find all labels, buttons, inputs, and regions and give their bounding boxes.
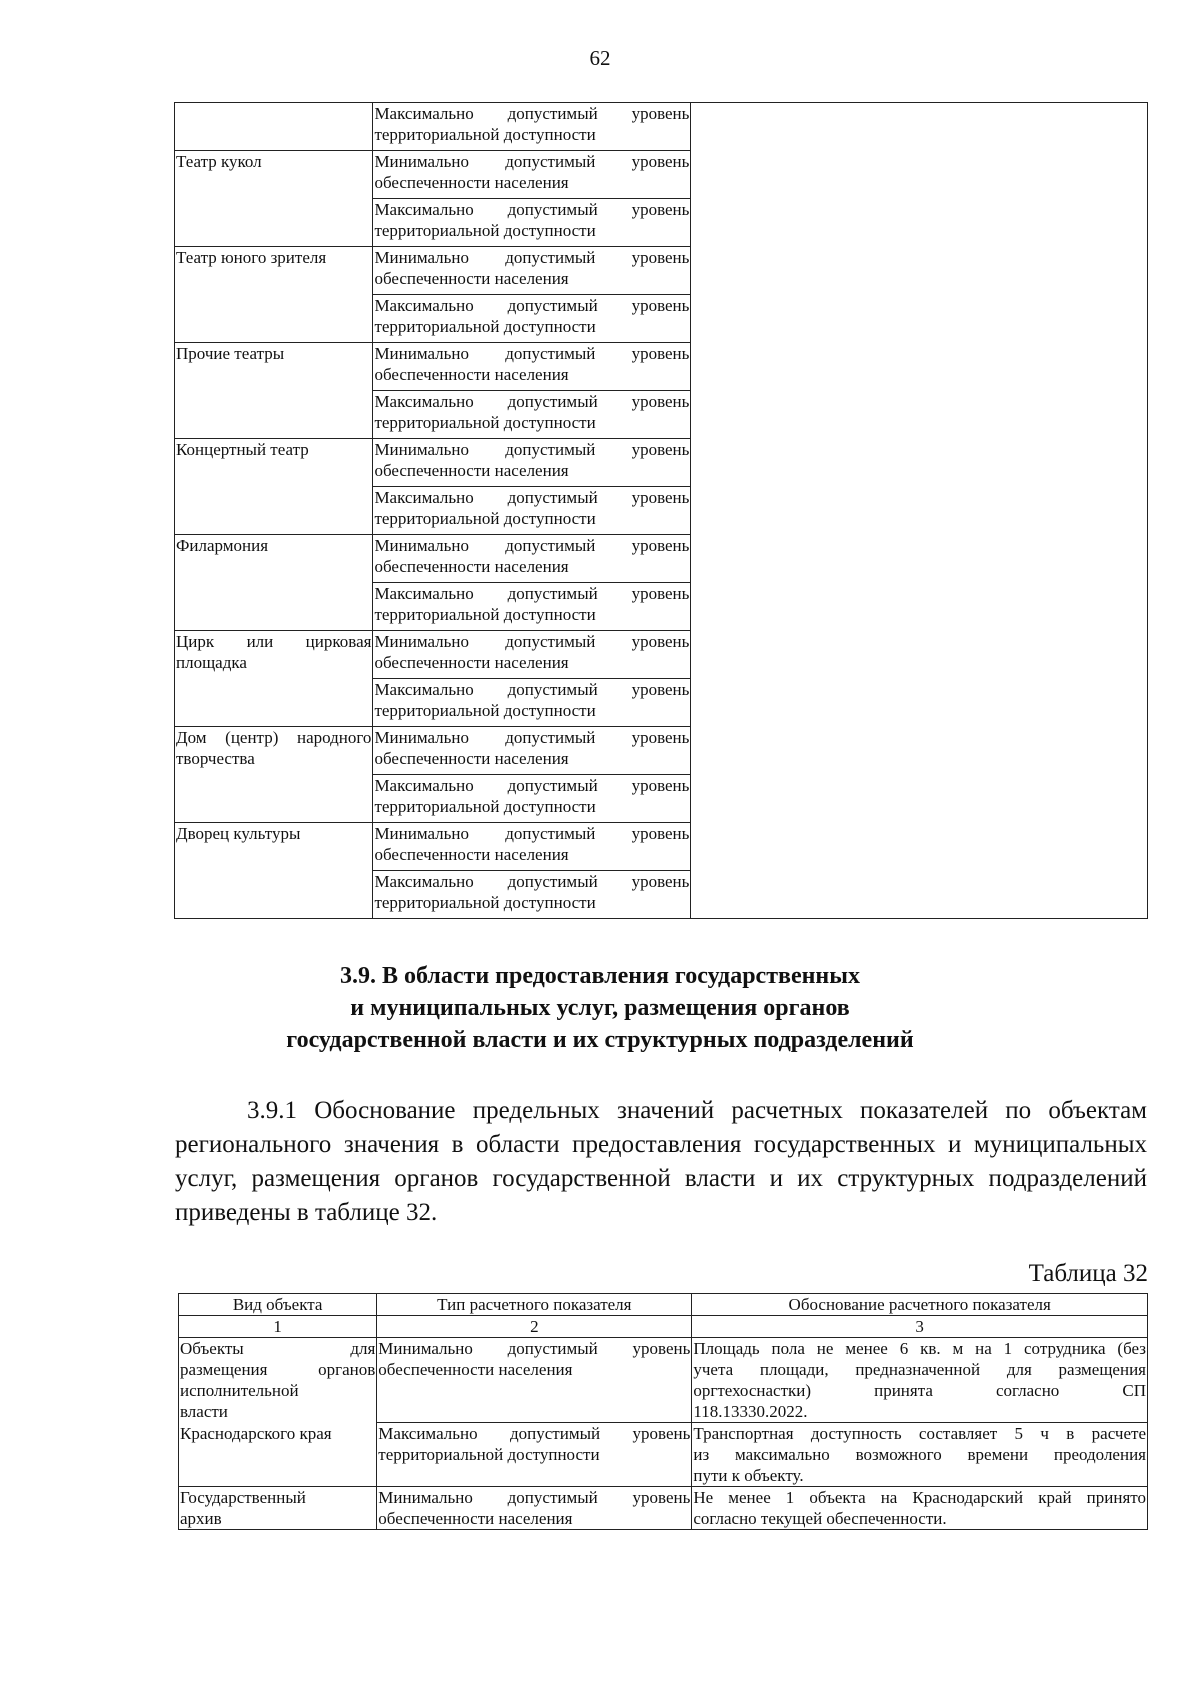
table-row [179,1487,1148,1530]
page-number: 62 [589,46,611,70]
table-row [179,1338,1148,1423]
cell-line: из максимально возможного времени преодоления [693,1445,1146,1464]
cell-line: обеспеченности населения [374,845,569,864]
object-cell [175,439,373,535]
cell-line: Театр кукол [176,152,262,171]
cell-line: Максимально допустимый уровень [374,584,690,603]
cell-line: Театр юного зрителя [176,248,327,267]
indicator-type-cell [373,199,691,247]
cell-line: территориальной доступности [374,893,596,912]
indicator-type-cell [373,247,691,295]
indicator-basis-cell [691,103,1148,919]
cell-line: территориальной доступности [374,221,596,240]
cell-line: территориальной доступности [374,509,596,528]
cell-line: Минимально допустимый уровень [374,440,690,459]
cell-line: Объекты для [180,1339,376,1358]
cell-line: Цирк или цирковая [176,632,372,651]
cell-line: Площадь пола не менее 6 кв. м на 1 сотрудника (без [693,1339,1146,1358]
cell-line: Минимально допустимый уровень [374,344,690,363]
cell-line: обеспеченности населения [374,461,569,480]
indicator-type-cell [373,487,691,535]
cell-line: обеспеченности населения [374,557,569,576]
cell-line: Минимально допустимый уровень [374,824,690,843]
cell-line: обеспеченности населения [378,1509,573,1528]
cell-line: Прочие театры [176,344,285,363]
cell-line: Минимально допустимый уровень [378,1339,691,1358]
cell-line: территориальной доступности [374,605,596,624]
header-object-type: Вид объекта [179,1294,377,1316]
cell-line: согласно текущей обеспеченности. [693,1509,947,1528]
indicator-type-cell [377,1423,692,1487]
cell-line: Максимально допустимый уровень [374,296,690,315]
cell-line: территориальной доступности [374,413,596,432]
cell-line: Максимально допустимый уровень [374,104,690,123]
indicator-type-cell [377,1338,692,1423]
cell-line: территориальной доступности [378,1445,600,1464]
object-cell [175,727,373,823]
cell-line: Максимально допустимый уровень [374,680,690,699]
cell-line: Дворец культуры [176,824,301,843]
cell-line: пути к объекту. [693,1466,804,1485]
heading-line-3: государственной власти и их структурных подразделений [286,1027,914,1053]
cell-line: обеспеченности населения [374,749,569,768]
object-cell [179,1338,377,1423]
column-number-row [179,1316,1148,1338]
cell-line: Минимально допустимый уровень [374,152,690,171]
cell-line: исполнительной [180,1381,299,1400]
cell-line: территориальной доступности [374,797,596,816]
indicator-type-cell [373,679,691,727]
indicator-type-cell [373,103,691,151]
cell-line: Концертный театр [176,440,309,459]
cell-line: обеспеченности населения [374,653,569,672]
indicator-type-cell [373,343,691,391]
column-number-1: 1 [179,1316,377,1338]
cell-line: обеспеченности населения [378,1360,573,1379]
cell-line: Транспортная доступность составляет 5 ч в расчете [693,1424,1146,1443]
cell-line: Филармония [176,536,269,555]
cell-line: Минимально допустимый уровень [374,728,690,747]
cell-line: 118.13330.2022. [693,1402,808,1421]
indicator-basis-cell [692,1487,1148,1530]
cell-line: Минимально допустимый уровень [374,248,690,267]
object-cell [175,151,373,247]
cell-line: территориальной доступности [374,701,596,720]
table-caption: Таблица 32 [1028,1260,1148,1287]
object-cell [175,631,373,727]
indicator-type-cell [373,727,691,775]
indicator-type-cell [377,1487,692,1530]
heading-line-1: 3.9. В области предоставления государственных [340,963,860,989]
cell-line: Минимально допустимый уровень [374,632,690,651]
cell-line: территориальной доступности [374,317,596,336]
indicator-type-cell [373,391,691,439]
cell-line: творчества [176,749,255,768]
cell-line: учета площади, предназначенной для размещения [693,1360,1146,1379]
indicator-type-cell [373,151,691,199]
cell-line: территориальной доступности [374,125,596,144]
cell-line: размещения органов [180,1360,376,1379]
cell-line: Минимально допустимый уровень [374,536,690,555]
indicator-type-cell [373,775,691,823]
cell-line: архив [180,1509,222,1528]
object-cell [175,535,373,631]
indicator-type-cell [373,295,691,343]
object-cell [175,103,373,151]
cell-line: власти [180,1402,228,1421]
cell-line: Максимально допустимый уровень [374,776,690,795]
header-indicator-basis: Обоснование расчетного показателя [692,1294,1148,1316]
cell-line: Максимально допустимый уровень [374,392,690,411]
indicator-type-cell [373,631,691,679]
object-cell [175,823,373,919]
cell-line: Дом (центр) народного [176,728,372,747]
indicator-basis-cell [692,1423,1148,1487]
indicator-type-cell [373,823,691,871]
header-indicator-type: Тип расчетного показателя [377,1294,692,1316]
table-header-row [179,1294,1148,1316]
column-number-3: 3 [692,1316,1148,1338]
cell-line: Максимально допустимый уровень [378,1424,691,1443]
culture-objects-table [174,102,1148,919]
table-32 [178,1293,1148,1530]
cell-line: Максимально допустимый уровень [374,200,690,219]
section-heading [0,960,1200,1056]
cell-line: обеспеченности населения [374,365,569,384]
indicator-type-cell [373,871,691,919]
indicator-basis-cell [692,1338,1148,1423]
heading-line-2: и муниципальных услуг, размещения органов [350,995,850,1021]
object-cell-continued [179,1423,377,1487]
indicator-type-cell [373,583,691,631]
table-row [175,103,1148,151]
object-cell [175,247,373,343]
cell-line: Краснодарского края [180,1423,332,1443]
cell-line: Государственный [180,1488,306,1507]
cell-line: обеспеченности населения [374,269,569,288]
cell-line: площадка [176,653,247,672]
cell-line: Не менее 1 объекта на Краснодарский край принято [693,1488,1146,1507]
cell-line: Максимально допустимый уровень [374,488,690,507]
column-number-2: 2 [377,1316,692,1338]
cell-line: обеспеченности населения [374,173,569,192]
cell-line: Максимально допустимый уровень [374,872,690,891]
cell-line: оргтехоснастки) принята согласно СП [693,1381,1146,1400]
indicator-type-cell [373,535,691,583]
object-cell [175,343,373,439]
body-paragraph: 3.9.1 Обоснование предельных значений расчетных показателей по объектам регионального значения в области предоставления государственных и муниципальных услуг, размещения органов государственной власти и их структурных подразделений приведены в таблице 32. [175,1097,1147,1226]
cell-line: Минимально допустимый уровень [378,1488,691,1507]
object-cell [179,1487,377,1530]
table-row [179,1423,1148,1487]
indicator-type-cell [373,439,691,487]
